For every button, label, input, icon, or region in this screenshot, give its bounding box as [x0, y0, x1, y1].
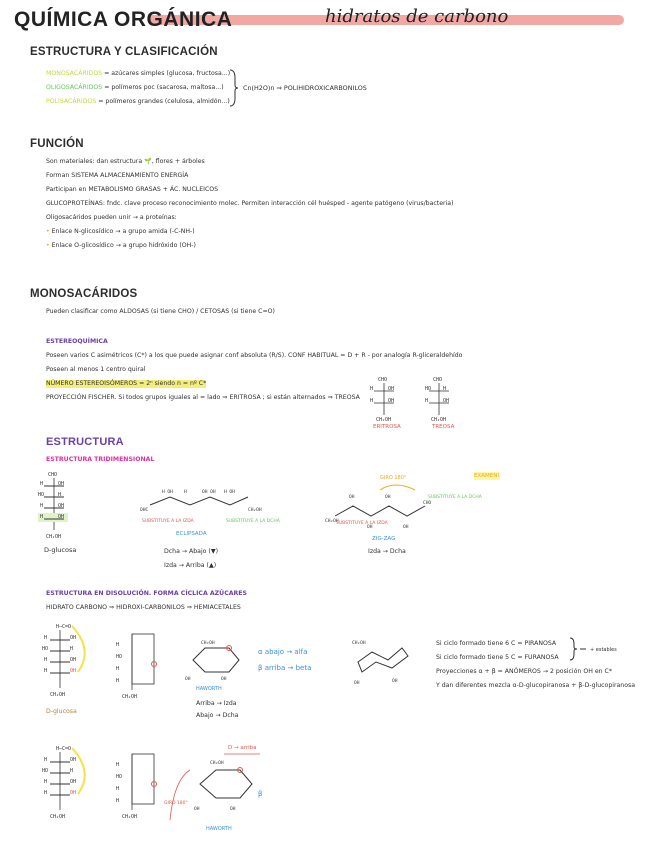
svg-text:H: H [184, 490, 187, 495]
svg-text:H OH: H OH [162, 490, 173, 495]
svg-text:CH₂OH: CH₂OH [122, 694, 138, 700]
svg-text:H: H [116, 798, 120, 804]
svg-text:H: H [44, 790, 48, 796]
svg-text:CH₂OH: CH₂OH [46, 534, 62, 540]
svg-text:CH₂OH: CH₂OH [210, 761, 224, 766]
svg-text:CH₂OH: CH₂OH [201, 641, 215, 646]
svg-text:OH: OH [388, 386, 395, 392]
svg-text:CH₂OH: CH₂OH [376, 417, 392, 423]
ring-fischer-diagram [112, 628, 162, 703]
svg-text:H: H [425, 398, 429, 404]
svg-text:HO: HO [116, 774, 123, 780]
class-item-mono: MONOSACÁRIDOS = azúcares simples (glucosa, fructosa...) [46, 70, 231, 77]
note-anomeros: Proyecciones α + β = ANÓMEROS → 2 posición OH en C* [436, 668, 612, 675]
label-estables: + estables [590, 647, 617, 653]
brace-icon [228, 68, 238, 108]
label-dglucosa-1: D-glucosa [44, 546, 77, 554]
svg-text:OH: OH [385, 495, 391, 500]
funcion-line-2: Forman SISTEMA ALMACENAMIENTO ENERGÍA [46, 172, 189, 179]
funcion-line-5: Oligosacáridos pueden unir → a proteínas: [46, 214, 177, 221]
svg-text:OH: OH [194, 807, 200, 812]
label-alpha: α abajo → alfa [258, 648, 308, 656]
svg-text:CH₂OH: CH₂OH [431, 417, 447, 423]
svg-text:H: H [40, 481, 44, 487]
svg-text:OH: OH [354, 681, 360, 686]
svg-text:H: H [58, 492, 62, 498]
funcion-line-3: Participan en METABOLISMO GRASAS + ÁC. NUCLEICOS [46, 186, 219, 193]
funcion-line-7: • Enlace O-glicosídico → a grupo hidróxido (OH-) [46, 242, 196, 249]
svg-text:HO: HO [42, 768, 49, 774]
svg-text:CH₂OH: CH₂OH [122, 814, 138, 820]
svg-text:CHO: CHO [378, 377, 388, 383]
svg-text:H: H [116, 678, 120, 684]
note-mezcla: Y dan diferentes mezcla α-D-glucopiranosa + β-D-glucopiranosa [436, 682, 636, 689]
svg-text:HO: HO [42, 646, 49, 652]
estereo-line-4: PROYECCIÓN FISCHER. Si todos grupos iguales al = lado ⇒ ERITROSA ; si están alternados ⇒ TREOSA [46, 394, 360, 401]
label-sub-dcha-1: SUBSTITUYE A LA DCHA [226, 519, 280, 524]
label-zigzag: ZIG-ZAG [372, 536, 396, 542]
heading-disolucion: ESTRUCTURA EN DISOLUCIÓN. FORMA CÍCLICA AZÚCARES [46, 590, 247, 597]
heading-tridimensional: ESTRUCTURA TRIDIMENSIONAL [46, 456, 155, 463]
svg-text:H: H [116, 786, 120, 792]
label-giro-2: GIRO 180° [164, 801, 188, 806]
dglucose-fischer [38, 470, 82, 550]
label-giro-180: GIRO 180° [380, 475, 407, 481]
svg-text:H: H [40, 514, 44, 520]
svg-text:HO: HO [38, 492, 45, 498]
svg-text:OH: OH [185, 677, 191, 682]
label-izda-dcha: Izda → Dcha [368, 548, 406, 555]
label-examen: EXAMEN! [474, 473, 500, 479]
svg-text:H: H [44, 668, 48, 674]
section-heading-estructura2: ESTRUCTURA [46, 436, 124, 448]
svg-text:H: H [116, 666, 120, 672]
label-eritrosa: ERITROSA [373, 424, 401, 430]
label-haworth-2: HAWORTH [206, 826, 232, 832]
label-abajo-dcha: Abajo → Dcha [196, 712, 239, 719]
haworth-diagram-2 [160, 740, 280, 830]
svg-text:H: H [40, 503, 44, 509]
svg-text:OH: OH [70, 635, 77, 641]
page-title: QUÍMICA ORGÁNICA [14, 8, 233, 31]
formula-general: Cn(H2O)n ⇒ POLIHIDROXICARBONILOS [243, 84, 367, 92]
haworth-diagram-1 [185, 638, 247, 683]
svg-text:OH: OH [349, 495, 355, 500]
svg-text:H: H [44, 779, 48, 785]
svg-text:CH₂OH: CH₂OH [352, 641, 366, 646]
disolucion-sub: HIDRATO CARBONO ⇒ HIDROXI-CARBONILOS ⇒ HEMIACETALES [46, 604, 241, 611]
svg-text:CHO: CHO [433, 377, 443, 383]
svg-text:H–C=O: H–C=O [56, 746, 72, 752]
svg-text:CH₂OH: CH₂OH [50, 814, 66, 820]
svg-text:OH: OH [70, 757, 77, 763]
estereo-line-1: Poseen varios C asimétricos (C*) a los que puede asignar conf absoluta (R/S). CONF HABITUAL = D + R - por analogía R-gliceraldehído [46, 352, 463, 359]
section-heading-monosacaridos: MONOSACÁRIDOS [30, 288, 138, 300]
svg-text:CHO: CHO [423, 501, 432, 506]
label-arriba-izda: Arriba → Izda [196, 700, 237, 707]
svg-text:OHC: OHC [140, 508, 149, 513]
mono-intro: Pueden clasificar como ALDOSAS (si tiene CHO) / CETOSAS (si tiene C=O) [46, 308, 275, 315]
svg-text:H: H [70, 646, 74, 652]
class-item-oligo: OLIGOSACÁRIDOS = polímeros poc (sacarosa, maltosa...) [46, 84, 224, 91]
funcion-line-6: • Enlace N-glicosídico → a grupo amida (-C-NH-) [46, 228, 195, 235]
page-topic: hidratos de carbono [325, 6, 509, 27]
svg-text:H OH: H OH [224, 490, 235, 495]
svg-text:OH: OH [443, 398, 450, 404]
estereo-line-2: Poseen al menos 1 centro quiral [46, 366, 146, 373]
svg-text:OH: OH [70, 790, 77, 796]
rule-dcha: Dcha → Abajo (▼) [164, 548, 219, 555]
funcion-line-1: Son materiales: dan estructura 🌱, flores + árboles [46, 158, 205, 165]
label-d-arriba: D → arriba [228, 745, 257, 751]
svg-text:OH: OH [230, 807, 236, 812]
label-dglucosa-2: D-glucosa [46, 708, 77, 715]
section-heading-funcion: FUNCIÓN [30, 138, 84, 150]
svg-text:H: H [443, 386, 447, 392]
svg-text:OH: OH [70, 668, 77, 674]
class-item-poli: POLISACÁRIDOS = polímeros grandes (celulosa, almidón...) [46, 98, 230, 105]
svg-text:OH: OH [70, 657, 77, 663]
label-sub-izda-2: SUBSTITUYE A LA IZDA [336, 521, 388, 526]
label-haworth-1: HAWORTH [196, 686, 222, 692]
label-beta-2: β [258, 790, 263, 798]
label-beta: β arriba → beta [258, 664, 312, 672]
svg-text:CHO: CHO [48, 472, 58, 478]
svg-text:H–C=O: H–C=O [56, 624, 72, 630]
svg-text:OH: OH [58, 481, 65, 487]
note-furanosa: Si ciclo formado tiene 5 C = FURANOSA [436, 654, 559, 661]
label-treosa: TREOSA [432, 424, 455, 430]
svg-text:OH: OH [388, 398, 395, 404]
open-chain-diagram-2 [40, 742, 100, 827]
label-sub-izda-1: SUBSTITUYE A LA IZDA [142, 519, 194, 524]
svg-text:OH: OH [367, 525, 373, 530]
svg-text:H: H [44, 657, 48, 663]
svg-text:HO: HO [116, 654, 123, 660]
label-sub-dcha-2: SUBSTITUYE A LA DCHA [428, 495, 482, 500]
funcion-line-4: GLUCOPROTEÍNAS: fndc. clave proceso reconocimiento molec. Permiten interacción cél huésped - agente patógeno (virus/bacteria) [46, 200, 454, 207]
svg-text:H: H [116, 642, 120, 648]
ring-fischer-diagram-2 [112, 748, 162, 823]
chair-diagram [352, 636, 414, 688]
svg-text:H: H [44, 757, 48, 763]
svg-text:OH: OH [403, 525, 409, 530]
svg-text:OH: OH [70, 779, 77, 785]
svg-text:OH: OH [58, 503, 65, 509]
svg-text:H: H [70, 768, 74, 774]
svg-text:OH: OH [58, 514, 65, 520]
note-piranosa: Si ciclo formado tiene 6 C = PIRANOSA [436, 640, 557, 647]
estereo-line-3: NÚMERO ESTEREOISÓMEROS = 2ⁿ siendo n = nº C* [46, 380, 207, 387]
svg-text:OH OH: OH OH [202, 490, 216, 495]
fischer-projections [370, 375, 480, 430]
label-eclipsada: ECLIPSADA [176, 531, 207, 537]
svg-text:H: H [116, 762, 120, 768]
svg-text:CH₂OH: CH₂OH [50, 692, 66, 698]
svg-text:OH: OH [221, 677, 227, 682]
svg-text:HO: HO [425, 386, 432, 392]
open-chain-diagram [40, 620, 100, 705]
svg-text:H: H [44, 635, 48, 641]
heading-estereoquimica: ESTEREOQUÍMICA [46, 338, 108, 345]
svg-text:H: H [370, 386, 374, 392]
section-heading-estructura: ESTRUCTURA Y CLASIFICACIÓN [30, 46, 218, 58]
svg-text:H: H [370, 398, 374, 404]
svg-text:CH₂OH: CH₂OH [248, 508, 262, 513]
svg-text:OH: OH [392, 679, 398, 684]
svg-text:CH₂OH: CH₂OH [325, 519, 339, 524]
rule-izda: Izda → Arriba (▲) [164, 562, 217, 569]
